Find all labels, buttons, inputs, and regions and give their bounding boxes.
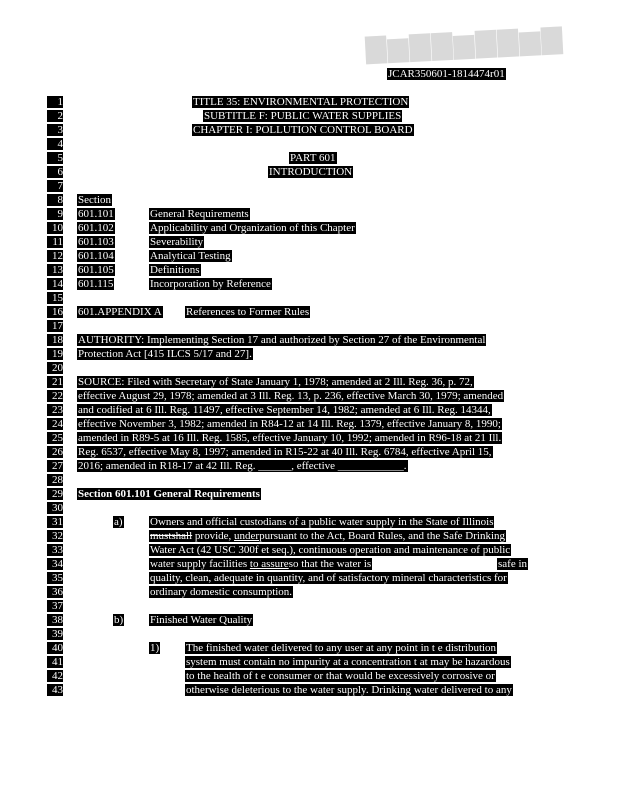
- para-b1-text: The finished water delivered to any user at any point in t e distribution: [186, 642, 497, 654]
- para-a-text: Water Act (42 USC 300f et seq.), continuous operation and maintenance of public: [150, 544, 511, 556]
- redaction-gap: [412, 562, 464, 567]
- para-a-text-part: water supply facilities: [150, 558, 250, 570]
- line-number: 17: [47, 320, 63, 332]
- line-number: 43: [47, 684, 63, 696]
- line-number: 40: [47, 642, 63, 654]
- title-line: TITLE 35: ENVIRONMENTAL PROTECTION: [193, 96, 409, 108]
- toc-num: 601.104: [78, 250, 114, 262]
- line-number: 3: [47, 124, 63, 136]
- svg-text:▇▆▇▇▆▇▇▆▇: ▇▆▇▇▆▇▇▆▇: [365, 23, 565, 64]
- para-a-text: ordinary domestic consumption.: [150, 586, 293, 598]
- source-text: effective November 3, 1982; amended in R84-12 at 14 Ill. Reg. 1379, effective January 8, 1990;: [78, 418, 501, 430]
- para-a-text: [149, 530, 506, 542]
- line-number: 29: [47, 488, 63, 500]
- line-number: 12: [47, 250, 63, 262]
- line-number: 13: [47, 264, 63, 276]
- line-number: 35: [47, 572, 63, 584]
- line-number: 22: [47, 390, 63, 402]
- line-number: 9: [47, 208, 63, 220]
- line-number: 2: [47, 110, 63, 122]
- para-a-text-part: so that the water is: [288, 558, 372, 570]
- para-a-text: safe in: [498, 558, 528, 570]
- line-number: 25: [47, 432, 63, 444]
- line-number: 7: [47, 180, 63, 192]
- line-number: 23: [47, 404, 63, 416]
- line-number: 10: [47, 222, 63, 234]
- source-text: and codified at 6 Ill. Reg. 11497, effective September 14, 1982; amended at 6 Ill. Reg. 14344,: [78, 404, 491, 416]
- source-text: amended in R89-5 at 16 Ill. Reg. 1585, effective January 10, 1992; amended in R96-18 at 21 Ill.: [78, 432, 502, 444]
- line-number: 38: [47, 614, 63, 626]
- authority-text: AUTHORITY: Implementing Section 17 and authorized by Section 27 of the Environmental: [78, 334, 486, 346]
- toc-num: 601.115: [78, 278, 114, 290]
- para-b1-text: to the health of t e consumer or that would be excessively corrosive or: [186, 670, 495, 682]
- line-number: 39: [47, 628, 63, 640]
- line-number: 21: [47, 376, 63, 388]
- toc-label: Incorporation by Reference: [150, 278, 271, 290]
- part-number: PART 601: [290, 152, 336, 164]
- line-number: 30: [47, 502, 63, 514]
- para-a-text-part: provide,: [192, 530, 235, 542]
- para-a-text: [149, 558, 372, 570]
- line-number: 32: [47, 530, 63, 542]
- line-number: 15: [47, 292, 63, 304]
- para-b-title: Finished Water Quality: [150, 614, 253, 626]
- para-a-text-part: pursuant to the Act, Board Rules, and the Safe Drinking: [259, 530, 506, 542]
- line-number: 42: [47, 670, 63, 682]
- line-number: 26: [47, 446, 63, 458]
- para-marker: b): [114, 614, 124, 626]
- source-text: Reg. 6537, effective May 8, 1997; amended in R15-22 at 40 Ill. Reg. 6784, effective April 15,: [78, 446, 492, 458]
- line-number: 11: [47, 236, 63, 248]
- struck-text: mustshall: [150, 530, 193, 542]
- para-a-text: quality, clean, adequate in quantity, and of satisfactory mineral characteristics for: [150, 572, 507, 584]
- source-text: 2016; amended in R18-17 at 42 Ill. Reg. ______, effective ____________.: [78, 460, 407, 472]
- para-b1-text: otherwise deleterious to the water supply. Drinking water delivered to any: [186, 684, 512, 696]
- section-heading: Section 601.101 General Requirements: [78, 488, 260, 500]
- para-marker: 1): [150, 642, 160, 654]
- line-number: 28: [47, 474, 63, 486]
- line-number: 37: [47, 600, 63, 612]
- line-number: 4: [47, 138, 63, 150]
- toc-label: Analytical Testing: [150, 250, 231, 262]
- chapter-line: CHAPTER I: POLLUTION CONTROL BOARD: [193, 124, 413, 136]
- line-number: 14: [47, 278, 63, 290]
- document-id: JCAR350601-1814474r01: [388, 68, 505, 80]
- toc-num: 601.103: [78, 236, 114, 248]
- toc-label: General Requirements: [150, 208, 249, 220]
- line-number: 24: [47, 418, 63, 430]
- line-number: 19: [47, 348, 63, 360]
- line-number: 27: [47, 460, 63, 472]
- part-name: INTRODUCTION: [269, 166, 353, 178]
- toc-label: Definitions: [150, 264, 200, 276]
- toc-label: Applicability and Organization of this Chapter: [150, 222, 355, 234]
- line-number: 6: [47, 166, 63, 178]
- toc-num: 601.101: [78, 208, 114, 220]
- source-text: effective August 29, 1978; amended at 3 Ill. Reg. 13, p. 236, effective March 30, 1979; amended: [78, 390, 504, 402]
- toc-label: Severability: [150, 236, 204, 248]
- subtitle-line: SUBTITLE F: PUBLIC WATER SUPPLIES: [204, 110, 402, 122]
- line-number: 36: [47, 586, 63, 598]
- authority-text: Protection Act [415 ILCS 5/17 and 27].: [78, 348, 252, 360]
- line-number: 8: [47, 194, 63, 206]
- inserted-text: to assure: [249, 558, 289, 570]
- line-number: 16: [47, 306, 63, 318]
- line-number: 20: [47, 362, 63, 374]
- line-number: 33: [47, 544, 63, 556]
- line-number: 1: [47, 96, 63, 108]
- para-marker: a): [114, 516, 123, 528]
- inserted-text: under: [234, 530, 260, 542]
- line-number: 18: [47, 334, 63, 346]
- toc-num: 601.102: [78, 222, 114, 234]
- line-number: 34: [47, 558, 63, 570]
- line-number: 31: [47, 516, 63, 528]
- para-b1-text: system must contain no impurity at a concentration t at may be hazardous: [186, 656, 510, 668]
- source-text: SOURCE: Filed with Secretary of State January 1, 1978; amended at 2 Ill. Reg. 36, p. 72,: [78, 376, 473, 388]
- line-number: 41: [47, 656, 63, 668]
- line-number: 5: [47, 152, 63, 164]
- para-a-text: Owners and official custodians of a public water supply in the State of Illinois: [150, 516, 494, 528]
- appendix-label: References to Former Rules: [186, 306, 310, 318]
- toc-num: 601.105: [78, 264, 114, 276]
- scanner-stamp: [360, 22, 580, 66]
- toc-heading: Section: [78, 194, 111, 206]
- appendix-num: 601.APPENDIX A: [78, 306, 162, 318]
